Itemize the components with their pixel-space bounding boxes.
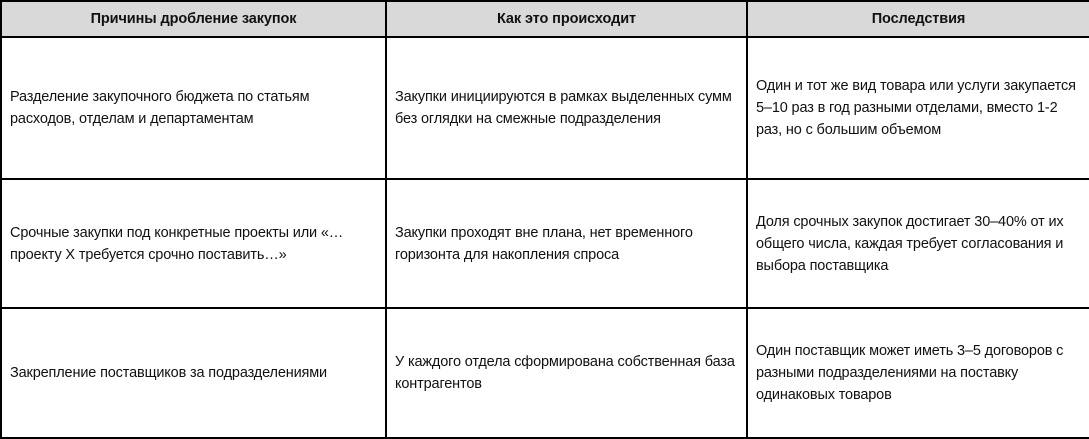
table-header xyxy=(1,1,1089,37)
cause-cell: Закрепление поставщиков за подразделениями xyxy=(1,308,386,438)
header-row xyxy=(1,1,1089,37)
table-row xyxy=(1,179,1089,308)
table-body xyxy=(1,37,1089,438)
cause-cell: Срочные закупки под конкретные проекты или «… проекту Х требуется срочно поставить…» xyxy=(1,179,386,308)
header-how-it-happens: Как это происходит xyxy=(386,1,747,37)
cause-cell: Разделение закупочного бюджета по статьям расходов, отделам и департаментам xyxy=(1,37,386,179)
how-cell: Закупки инициируются в рамках выделенных сумм без оглядки на смежные подразделения xyxy=(386,37,747,179)
header-causes: Причины дробление закупок xyxy=(1,1,386,37)
consequence-cell: Один поставщик может иметь 3–5 договоров с разными подразделениями на поставку одинаковых товаров xyxy=(747,308,1089,438)
how-cell: У каждого отдела сформирована собственная база контрагентов xyxy=(386,308,747,438)
consequence-cell: Один и тот же вид товара или услуги закупается 5–10 раз в год разными отделами, вместо 1-2 раз, но с большим объемом xyxy=(747,37,1089,179)
table-row xyxy=(1,37,1089,179)
table-row xyxy=(1,308,1089,438)
consequence-cell: Доля срочных закупок достигает 30–40% от их общего числа, каждая требует согласования и выбора поставщика xyxy=(747,179,1089,308)
header-consequences: Последствия xyxy=(747,1,1089,37)
how-cell: Закупки проходят вне плана, нет временного горизонта для накопления спроса xyxy=(386,179,747,308)
